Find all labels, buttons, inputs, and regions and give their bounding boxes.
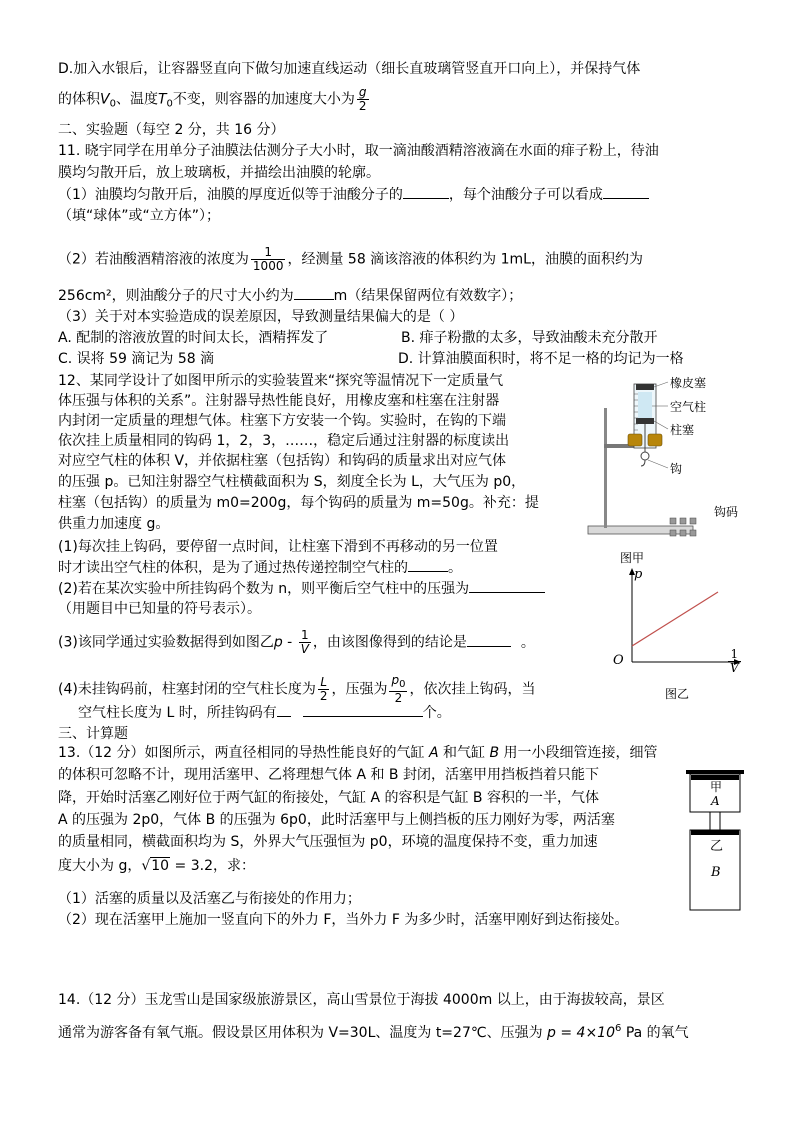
q13-text-l6b: = 3.2，求： [170,858,255,874]
q12-line6: 的压强 p。已知注射器空气柱横截面积为 S，刻度全长为 L，大气压为 p0， [58,474,526,490]
q10d-fraction: $\frac{g}{2}$ [358,85,367,113]
q14-line1: 14.（12 分）玉龙雪山是国家级旅游景区，高山雪景位于海拔 4000m 以上，由于海拔较高，景区 [58,992,665,1008]
top-baffle [686,770,744,774]
piston-yi [691,830,739,835]
answer-blank[interactable] [469,580,545,593]
q14-text-a: 通常为游客备有氧气瓶。假设景区用体积为 V=30L、温度为 t=27℃、压强为 [58,1025,548,1041]
q11-option-c: C. 误将 59 滴记为 58 滴 [58,351,215,367]
answer-blank[interactable] [303,704,423,717]
q12-s1-end: 。 [448,560,462,576]
section-calc-title: 三、计算题 [58,726,128,742]
q12-sub2-line1 [58,580,545,598]
q12-s3-p: p [273,634,283,651]
q14-pressure: p = 4×10 [547,1025,616,1041]
stand-rod [604,408,607,528]
q11-p2-text-a: （2）若油酸酒精溶液的浓度为 [58,251,249,268]
q11-part1-line2: （填“球体”或“立方体”）； [58,208,221,224]
q13-text-c: 用一小段细管连接，细管 [499,745,658,761]
plunger [636,418,654,424]
q14-exponent: 6 [615,1023,622,1034]
q11-p1-text-a: （1）油膜均匀散开后，油膜的厚度近似等于油酸分子的 [58,187,403,203]
q13-var-b: B [489,745,500,761]
q12-sub3 [58,629,535,656]
q13-line6: 度大小为 g，√10 = 3.2，求： [58,858,255,874]
q11-p1-text-b: ，每个油酸分子可以看成 [448,187,603,203]
q12-s3-text-b: ，由该图像得到的结论是 [312,634,467,651]
connecting-tube [710,812,720,830]
q12-s3-end: 。 [520,634,535,651]
q13-text-l6a: 度大小为 g， [58,858,142,874]
q12-s2-text: (2)若在某次实验中所挂钩码个数为 n，则平衡后空气柱中的压强为 [58,581,470,597]
q11-part2-line2 [58,287,522,305]
answer-blank[interactable] [403,186,449,199]
q13-sqrt-value: 10 [151,858,170,874]
q10d-text-c: 不变，则容器的加速度大小为 [172,91,355,108]
q12-s3-text-a: (3)该同学通过实验数据得到如图乙 [58,634,274,651]
air-column [638,392,652,420]
q11-option-d: D. 计算油膜面积时，将不足一格的均记为一格 [398,351,684,367]
section-experiment-title: 二、实验题（每空 2 分，共 16 分） [58,122,285,138]
q12-s3-fraction: $\frac{1}{V}$ [300,628,309,656]
label-gas-b: B [711,865,721,880]
q11-line1: 11. 晓宇同学在用单分子油膜法估测分子大小时，取一滴油酸酒精溶液滴在水面的痱子粉上，待油 [58,143,659,159]
q11-p2-text-b: ，经测量 58 滴该溶液的体积约为 1mL，油膜的面积约为 [287,251,643,268]
q11-p2-text-d: m（结果保留两位有效数字）； [333,288,523,304]
answer-blank[interactable] [294,287,334,300]
data-line [632,592,718,646]
label-hook: 钩 [670,462,683,476]
q11-option-b: B. 痱子粉撒的太多，导致油酸未充分散开 [401,330,658,346]
q12-line4: 依次挂上质量相同的钩码 1，2，3，……，稳定后通过注射器的标度读出 [58,433,510,449]
q10d-text-b: 、温度 [115,91,158,108]
q10d-t0: T [157,91,167,108]
q14-line2 [58,1020,689,1042]
q12-s3-dash: - [282,634,297,651]
q13-line3: 降，开始时活塞乙刚好位于两气缸的衔接处，气缸 A 的容积是气缸 B 容积的一半，气体 [58,790,599,806]
q12-s4-text-a: (4)未挂钩码前，柱塞封闭的空气柱长度为 [58,681,316,698]
q13-var-a: A [428,745,439,761]
q12-sub2-line2: （用题目中已知量的符号表示）。 [58,601,261,617]
weight-stack-left [628,434,642,446]
q12-s4-text-c: ，依次挂上钩码，当 [409,681,536,698]
q13-text-a: 13.（12 分）如图所示，两直径相同的导热性能良好的气缸 [58,745,429,761]
q10-option-d-line1: D.加入水银后，让容器竖直向下做匀加速直线运动（细长直玻璃管竖直开口向上），并保持气体 [58,61,641,77]
graph-xlabel: $\frac{1}{V}$ [730,647,739,675]
weight-stack-right [648,434,662,446]
figure-jia-caption: 图甲 [620,551,645,565]
q12-s4-fraction-l: $\frac{L}{2}$ [319,675,328,703]
q12-s4-fraction-p: $\frac{p_0}{2}$ [391,673,406,705]
answer-blank[interactable] [408,559,448,572]
label-gas-a: A [711,794,720,808]
q12-sub4-line2 [78,704,451,722]
q12-line5: 对应空气柱的体积 V，并依据柱塞（包括钩）和钩码的质量求出对应气体 [58,453,507,469]
q11-p2-text-c: 256cm²，则油酸分子的尺寸大小约为 [58,288,294,304]
q11-part1-line1 [58,186,649,204]
q13-part1: （1）活塞的质量以及活塞乙与衔接处的作用力； [58,891,361,907]
q12-line2: 体压强与体积的关系”。注射器导热性能良好，用橡皮塞和柱塞在注射器 [58,393,500,409]
q12-line3: 内封闭一定质量的理想气体。柱塞下方安装一个钩。实验时，在钩的下端 [58,413,506,429]
q13-line5: 的质量相同，横截面积均为 S，外界大气压强恒为 p0，环境的温度保持不变，重力加速 [58,834,598,850]
q12-s1-text: 时才读出空气柱的体积，是为了通过热传递控制空气柱的 [58,560,408,576]
label-plunger: 柱塞 [670,423,695,437]
q11-option-a: A. 配制的溶液放置的时间太长，酒精挥发了 [58,330,329,346]
q13-line1 [58,744,658,762]
label-weights: 钩码 [714,505,739,519]
q10d-text-a: 的体积 [58,91,100,108]
graph-origin: O [613,653,624,668]
q10d-t0-sub: 0 [166,98,173,110]
q12-line1: 12、某同学设计了如图甲所示的实验装置来“探究等温情况下一定质量气 [58,373,504,389]
q10d-v0: V [100,91,110,108]
q12-line8: 供重力加速度 g。 [58,516,170,532]
label-rubber-stopper: 橡皮塞 [670,376,707,390]
q13-text-b: 和气缸 [438,745,490,761]
label-air-column: 空气柱 [670,400,707,414]
q12-sub1-line2 [58,559,462,577]
q13-part2: （2）现在活塞甲上施加一竖直向下的外力 F，当外力 F 为多少时，活塞甲刚好到达衔接处。 [58,912,629,928]
q10d-v0-sub: 0 [109,98,116,110]
label-piston-yi: 乙 [710,839,724,854]
q11-part2-line1 [58,246,643,273]
answer-blank[interactable] [467,634,511,647]
q12-s4-text-d: 空气柱长度为 L 时，所挂钩码有 [78,705,277,721]
q12-line7: 柱塞（包括钩）的质量为 m0=200g，每个钩码的质量为 m=50g。补充：提 [58,495,539,511]
q14-text-b: Pa 的氧气 [621,1025,689,1041]
q12-s4-text-b: ，压强为 [331,681,388,698]
q10-option-d-line2 [58,86,371,114]
q11-line2: 膜均匀散开后，放上玻璃板，并描绘出油膜的轮廓。 [58,165,380,181]
answer-blank[interactable] [603,186,649,199]
figure-yi-caption: 图乙 [665,687,690,701]
label-piston-jia: 甲 [710,780,723,794]
q11-p2-fraction: $\frac{1}{1000}$ [252,245,284,273]
q13-line2: 的体积可忽略不计，现用活塞甲、乙将理想气体 A 和 B 封闭，活塞甲用挡板挡着只能下 [58,767,599,783]
q12-s4-end: 个。 [422,705,451,721]
q13-line4: A 的压强为 2p0，气体 B 的压强为 6p0，此时活塞甲与上侧挡板的压力刚好为零，两活塞 [58,812,615,828]
graph-ylabel: p [634,567,643,582]
q12-sub1-line1: (1)每次挂上钩码，要停留一点时间，让柱塞下滑到不再移动的另一位置 [58,539,498,555]
q12-sub4-line1 [58,674,535,705]
stand-base [588,526,693,534]
answer-blank[interactable] [277,704,291,717]
rubber-stopper [636,384,654,390]
q11-part3: （3）关于对本实验造成的误差原因，导致测量结果偏大的是（ ） [58,309,464,325]
